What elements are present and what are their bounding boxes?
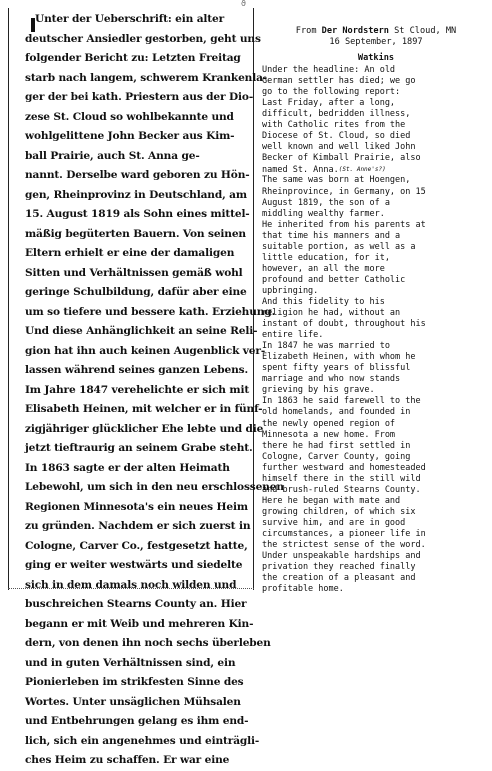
clipping-line: buschreichen Stearns County an. Hier: [25, 598, 247, 610]
translation-line: [262, 551, 490, 562]
translation-line: [262, 242, 490, 253]
translation-line-text: profitable home.: [262, 584, 344, 595]
clipping-line: zu gründen. Nachdem er sich zuerst in: [25, 520, 251, 532]
translation-line: [262, 584, 490, 595]
clipping-line: ball Prairie, auch St. Anna ge-: [25, 149, 200, 162]
translation-line: [262, 374, 490, 385]
translation-line-text: spent fifty years of blissful: [262, 363, 411, 374]
translation-line: [262, 496, 490, 507]
translation-line-text: go to the following report:: [262, 87, 401, 98]
clipping-line: wohlgelittene John Becker aus Kim-: [25, 130, 235, 142]
translation-line: [262, 363, 490, 374]
translation-line-text: And this fidelity to his: [262, 296, 385, 307]
clipping-line: Sitten und Verhältnissen gemäß wohl: [25, 266, 243, 279]
translation-line-text: that time his manners and a: [262, 230, 401, 241]
clipping-line: folgender Bericht zu: Letzten Freitag: [25, 52, 241, 64]
translation-line-text: He inherited from his parents at: [262, 219, 426, 230]
translation-line-text: Cologne, Carver County, going: [262, 451, 411, 462]
translation-line: [262, 341, 490, 352]
translation-body: [262, 65, 490, 595]
translation-line: [262, 562, 490, 573]
clipping-line: Im Jahre 1847 verehelichte er sich mit: [25, 383, 250, 396]
clipping-line: Eltern erhielt er eine der damaligen: [25, 247, 235, 259]
translation-line-text: Under unspeakable hardships and: [262, 551, 421, 562]
translation-line: [262, 87, 490, 98]
translation-line: [262, 187, 490, 198]
translation-line: [262, 507, 490, 518]
clipping-line: ger der bei kath. Priestern aus der Dio-: [25, 91, 254, 103]
translation-line-text: and brush-ruled Stearns County.: [262, 484, 421, 495]
translation-line-text: Becker of Kimball Prairie, also: [262, 153, 421, 164]
translation-line: [262, 198, 490, 209]
translation-line-text: entire life.: [262, 330, 324, 341]
clipping-line: lich, sich ein angenehmes und einträgli-: [25, 734, 260, 747]
translation-line: [262, 452, 490, 463]
translation-line: [262, 463, 490, 474]
translation-line-text: instant of doubt, throughout his: [262, 319, 426, 330]
translation-line: [262, 164, 490, 175]
paragraph-mark-icon: [31, 18, 35, 32]
translation-line-text: In 1847 he was married to: [262, 341, 390, 352]
clipping-line: lassen während seines ganzen Lebens.: [25, 364, 248, 376]
translation-line-text: named St. Anna.: [262, 165, 339, 176]
clipping-line: Und diese Anhänglichkeit an seine Reli-: [25, 325, 258, 337]
clipping-line: Lebewohl, um sich in den neu erschlossenen: [25, 481, 284, 493]
clipping-line: Regionen Minnesota's ein neues Heim: [25, 500, 248, 513]
translation-line-text: The same was born at Hoengen,: [262, 175, 411, 186]
clipping-line: ging er weiter westwärts und siedelte: [25, 559, 243, 571]
clipping-line: Pionierleben im strikfesten Sinne des: [25, 676, 244, 688]
translation-line-text: growing children, of which six: [262, 506, 416, 517]
translation-line-text: however, an all the more: [262, 263, 385, 274]
translation-line-text: with Catholic rites from the: [262, 120, 406, 131]
clipping-line: und in guten Verhältnissen sind, ein: [25, 656, 236, 669]
clipping-line: Wortes. Unter unsäglichen Mühsalen: [25, 695, 241, 708]
translation-line: [262, 253, 490, 264]
translation-line-text: middling wealthy farmer.: [262, 208, 385, 219]
translation-line-text: Minnesota a new home. From: [262, 429, 396, 440]
clipping-line: zese St. Cloud so wohlbekannte und: [25, 110, 234, 123]
translation-line: [262, 419, 490, 430]
clipping-line: begann er mit Weib und mehreren Kin-: [25, 617, 254, 630]
source-line: [262, 26, 490, 37]
translation-line: [262, 430, 490, 441]
clipping-line: deutscher Ansiedler gestorben, geht uns: [25, 32, 261, 45]
translation-line-text: suitable portion, as well as a: [262, 241, 416, 252]
translation-line: [262, 98, 490, 109]
translation-line-text: the creation of a pleasant and: [262, 573, 416, 584]
translation-line: [262, 264, 490, 275]
translation-line-text: grieving by his grave.: [262, 385, 375, 396]
translation-line: [262, 220, 490, 231]
translation-line: [262, 308, 490, 319]
family-name-heading: Watkins: [357, 53, 395, 63]
translation-line-text: Rheinprovince, in Germany, on 15: [262, 186, 426, 197]
translation-line: [262, 385, 490, 396]
english-translation: [262, 26, 490, 595]
translation-line: [262, 396, 490, 407]
translation-line-text: well known and well liked John: [262, 142, 416, 153]
translation-line: [262, 142, 490, 153]
german-newspaper-clipping: [8, 8, 284, 766]
translation-line: [262, 175, 490, 186]
translation-line-text: August 1819, the son of a: [262, 197, 390, 208]
translation-line-text: difficult, bedridden illness,: [262, 109, 411, 120]
margin-mark: ϑ: [241, 0, 246, 8]
translation-line: [262, 330, 490, 341]
translation-line: [262, 231, 490, 242]
publication-date: 16 September, 1897: [329, 37, 423, 47]
translation-line: [262, 209, 490, 220]
publication-place: St Cloud, MN: [388, 26, 457, 36]
translation-line: [262, 485, 490, 496]
translation-line: [262, 131, 490, 142]
translation-line: [262, 474, 490, 485]
translation-line: [262, 529, 490, 540]
clipping-line: geringe Schulbildung, dafür aber eine: [25, 286, 247, 298]
translation-line-text: little education, for it,: [262, 252, 390, 263]
translation-line: [262, 518, 490, 529]
translation-line-text: privation they reached finally: [262, 562, 416, 573]
translation-line: [262, 65, 490, 76]
clipping-line: jetzt tieftraurig an seinem Grabe steht.: [25, 442, 253, 454]
clipping-line: um so tiefere und bessere kath. Erziehung.: [25, 305, 276, 318]
clipping-line: mäßig begüterten Bauern. Von seinen: [25, 227, 246, 240]
clipping-line: Unter der Ueberschrift: ein alter: [35, 13, 225, 25]
publication-name: Der Nordstern: [321, 26, 389, 36]
translation-line-text: further westward and homesteaded: [262, 462, 426, 473]
translation-line-text: survive him, and are in good: [262, 517, 406, 528]
translation-line-text: Elizabeth Heinen, with whom he: [262, 352, 416, 363]
translation-line-text: the newly opened region of: [262, 418, 396, 429]
translation-line: [262, 540, 490, 551]
clipping-line: gen, Rheinprovinz in Deutschland, am: [25, 188, 247, 201]
translation-line-text: Last Friday, after a long,: [262, 98, 396, 109]
translation-line-text: himself there in the still wild: [262, 473, 421, 484]
translation-line-text: religion he had, without an: [262, 308, 401, 319]
clipping-line: Cologne, Carver Co., festgesetzt hatte,: [25, 539, 248, 552]
translation-line: [262, 275, 490, 286]
translation-line-text: the strictest sense of the word.: [262, 540, 426, 551]
translation-line-text: profound and better Catholic: [262, 274, 406, 285]
translation-line: [262, 441, 490, 452]
clipping-bottom-edge: [8, 588, 254, 589]
translation-line-text: there he had first settled in: [262, 440, 411, 451]
translation-line: [262, 352, 490, 363]
translation-line-text: upbringing.: [262, 285, 319, 296]
clipping-line: ches Heim zu schaffen. Er war eine: [25, 754, 230, 766]
clipping-line: starb nach langem, schwerem Krankenla-: [25, 71, 268, 84]
translation-line: [262, 109, 490, 120]
clipping-line: 15. August 1819 als Sohn eines mittel-: [25, 208, 250, 220]
translation-line: [262, 153, 490, 164]
translation-line-text: Here he began with mate and: [262, 495, 401, 506]
translation-line: [262, 319, 490, 330]
clipping-line: sich in dem damals noch wilden und: [25, 578, 237, 591]
translation-line: [262, 76, 490, 87]
translation-line-text: German settler has died; we go: [262, 76, 416, 87]
clipping-line: dern, von denen ihn noch sechs überleben: [25, 637, 271, 649]
translation-line-text: marriage and who now stands: [262, 374, 401, 385]
translation-line: [262, 573, 490, 584]
clipping-line: zigjähriger glücklicher Ehe lebte und die: [25, 422, 264, 435]
translation-line-text: Diocese of St. Cloud, so died: [262, 131, 411, 142]
translation-line: [262, 407, 490, 418]
clipping-line: Elisabeth Heinen, mit welcher er in fünf-: [25, 403, 263, 415]
translation-line: [262, 120, 490, 131]
translation-line-text: old homelands, and founded in: [262, 407, 411, 418]
translation-line: [262, 297, 490, 308]
clipping-line: In 1863 sagte er der alten Heimath: [25, 461, 230, 474]
translation-line: [262, 286, 490, 297]
source-prefix: From: [295, 26, 322, 36]
clipping-line: und Entbehrungen gelang es ihm end-: [25, 715, 249, 727]
clipping-line: gion hat ihn auch keinen Augenblick ver-: [25, 344, 266, 357]
clipping-line: nannt. Derselbe ward geboren zu Hön-: [25, 169, 250, 181]
translation-line-text: Under the headline: An old: [262, 65, 396, 75]
handwritten-annotation: (St. Anne's?): [338, 166, 386, 174]
translation-line-text: In 1863 he said farewell to the: [262, 396, 421, 407]
translation-line-text: circumstances, a pioneer life in: [262, 528, 426, 539]
